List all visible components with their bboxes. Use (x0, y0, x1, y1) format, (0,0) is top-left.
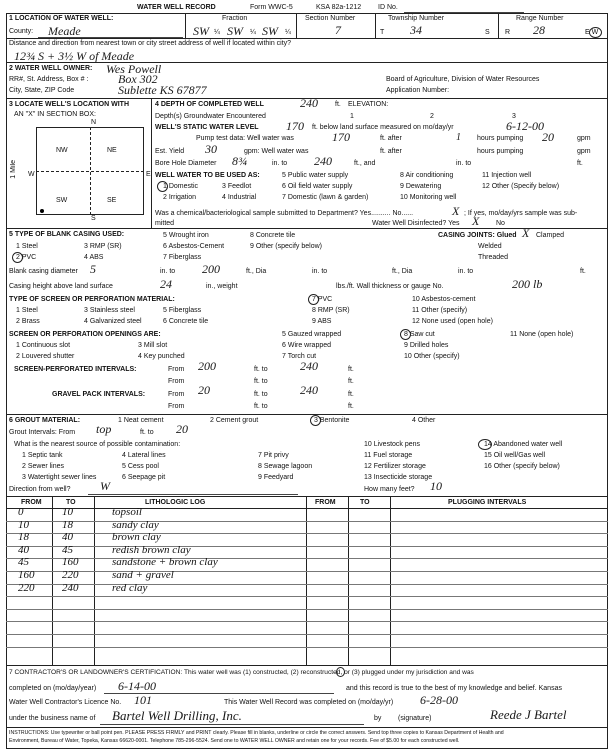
board-text: Board of Agriculture, Division of Water Resources (386, 76, 540, 83)
owner-name: Wes Powell (106, 62, 162, 76)
city-label: City, State, ZIP Code (9, 87, 75, 94)
log-header-from: FROM (21, 499, 42, 506)
log-from-cell: 10 (18, 518, 29, 531)
log-to-cell: 160 (62, 556, 79, 569)
completed-label: completed on (mo/day/year) (9, 685, 97, 692)
address-label: RR#, St. Address, Box # : (9, 76, 89, 83)
log-header-plugging: PLUGGING INTERVALS (448, 499, 527, 506)
section5-label: 5 TYPE OF BLANK CASING USED: (9, 231, 125, 238)
form-title: WATER WELL RECORD (137, 4, 216, 11)
section2-label: 2 WATER WELL OWNER: (9, 65, 93, 72)
fraction-q3: SW (262, 24, 278, 38)
section3-label: 3 LOCATE WELL'S LOCATION WITH (9, 101, 130, 108)
fraction-q1: SW (193, 24, 209, 38)
fraction-q2: SW (227, 24, 243, 38)
depth-value: 240 (300, 96, 318, 110)
log-to-cell: 18 (62, 518, 73, 531)
log-description-cell: sand + gravel (112, 569, 174, 581)
log-to-cell: 240 (62, 581, 79, 594)
log-header-to: TO (66, 499, 76, 506)
screen-to: 240 (300, 359, 318, 373)
yield-label: Est. Yield (155, 148, 185, 155)
license-number: 101 (134, 693, 152, 707)
log-from-cell: 45 (18, 556, 29, 569)
township-label: Township Number (388, 15, 445, 22)
gravel-from: 20 (198, 383, 210, 397)
completed-date: 6-14-00 (118, 679, 156, 693)
log-from-cell: 160 (18, 569, 35, 581)
grout-intervals-label: Grout Intervals: From (9, 429, 76, 436)
well-location-mark (40, 209, 44, 213)
id-label: ID No. (378, 4, 398, 11)
casing-height: 24 (160, 277, 172, 291)
log-description-cell: sandstone + brown clay (112, 556, 218, 569)
direction-label: Direction from well? (9, 486, 71, 493)
bore-label: Bore Hole Diameter (155, 160, 217, 167)
section1-label: 1 LOCATION OF WATER WELL: (9, 15, 114, 22)
wall-gauge: 200 lb (512, 277, 543, 291)
instructions-line1: INSTRUCTIONS: Use typewriter or ball point pen. PLEASE PRESS FIRMLY and PRINT clearly. Please fill in blanks, underline or circle the correct answers. Send top three copies to Kansas Department of Health and (9, 730, 504, 736)
log-header-to-2: TO (360, 499, 370, 506)
section-number-label: Section Number (305, 15, 356, 22)
gravel-pack-label: GRAVEL PACK INTERVALS: (52, 391, 146, 398)
grout-to: 20 (176, 422, 188, 436)
depth-label: 4 DEPTH OF COMPLETED WELL (155, 101, 264, 108)
casing-height-label: Casing height above land surface (9, 283, 113, 290)
log-from-cell: 0 (18, 506, 24, 518)
log-to-cell: 40 (62, 531, 73, 544)
screen-from: 200 (198, 359, 216, 373)
section3-sub: AN "X" IN SECTION BOX: (14, 111, 96, 118)
pump-value: 170 (332, 130, 350, 144)
log-to-cell: 10 (62, 506, 73, 518)
address-value: Box 302 (118, 72, 158, 86)
log-description-cell: redish brown clay (112, 543, 191, 556)
yield-value: 30 (205, 142, 217, 156)
mile-label: 1 Mile (10, 160, 17, 179)
bore-to-value: 240 (314, 154, 332, 168)
fraction-label: Fraction (222, 15, 248, 22)
static-level-date: 6-12-00 (506, 119, 544, 133)
business-label: under the business name of (9, 715, 96, 722)
screen-type-label: TYPE OF SCREEN OR PERFORATION MATERIAL: (9, 296, 175, 303)
city-value: Sublette KS 67877 (118, 83, 207, 97)
contamination-label: What is the nearest source of possible contamination: (14, 441, 181, 448)
screen-intervals-label: SCREEN-PERFORATED INTERVALS: (14, 366, 137, 373)
direction-value: W (100, 479, 110, 493)
groundwater-label: Depth(s) Groundwater Encountered (155, 113, 266, 120)
log-from-cell: 18 (18, 531, 29, 544)
log-to-cell: 220 (62, 569, 79, 581)
application-label: Application Number: (386, 87, 450, 94)
certification-line1: 7 CONTRACTOR'S OR LANDOWNER'S CERTIFICATION: This water well was (1) constructed, (2) reconstructed, or (3) plugged under my jurisdiction and was (9, 669, 474, 676)
bore-value: 8¾ (232, 154, 247, 168)
how-many-label: How many feet? (364, 486, 415, 493)
casing-to: 200 (202, 262, 220, 276)
log-header-from-2: FROM (315, 499, 336, 506)
casing-joints-label: CASING JOINTS: Glued (438, 232, 517, 239)
pump-gpm: 20 (542, 130, 554, 144)
log-header-lithologic: LITHOLOGIC LOG (145, 499, 206, 506)
casing-diameter: 5 (90, 262, 96, 276)
log-from-cell: 40 (18, 543, 29, 556)
distance-label: Distance and direction from nearest town or city street address of well if located within city? (9, 40, 292, 47)
log-to-cell: 45 (62, 543, 73, 556)
record-date: 6-28-00 (420, 693, 458, 707)
instructions-line2: Environment, Bureau of Water, Topeka, Kansas 66620-0001. Telephone 785-296-5524. Send one to WATER WELL OWNER and retain one for your records. Fee of $5.00 for each constructed well. (9, 738, 460, 744)
chem-question: Was a chemical/bacteriological sample submitted to Department? Yes.......... No...... (155, 210, 414, 217)
log-description-cell: red clay (112, 581, 148, 594)
log-description-cell: sandy clay (112, 518, 159, 531)
disinfect-label: Water Well Disinfected? Yes (372, 220, 460, 227)
ksa-ref: KSA 82a-1212 (316, 4, 362, 11)
form-number: Form WWC-5 (250, 4, 293, 11)
county-value: Meade (48, 24, 81, 38)
log-description-cell: brown clay (112, 531, 161, 544)
range-number: 28 (533, 23, 545, 37)
grout-from: top (96, 422, 112, 436)
gravel-to: 240 (300, 383, 318, 397)
log-from-cell: 220 (18, 581, 35, 594)
how-many-value: 10 (430, 479, 442, 493)
license-label: Water Well Contractor's Licence No. (9, 699, 122, 706)
township-number: 34 (410, 23, 422, 37)
pump-label: Pump test data: Well water was (196, 135, 294, 142)
signature: Reede J Bartel (490, 707, 567, 722)
business-name: Bartel Well Drilling, Inc. (112, 708, 242, 723)
static-level-value: 170 (286, 119, 304, 133)
section-number: 7 (335, 23, 341, 37)
range-label: Range Number (516, 15, 564, 22)
distance-value: 12¾ S + 3½ W of Meade (14, 49, 135, 63)
openings-label: SCREEN OR PERFORATION OPENINGS ARE: (9, 331, 161, 338)
log-description-cell: topsoil (112, 506, 142, 518)
static-level-label: WELL'S STATIC WATER LEVEL (155, 124, 259, 131)
section6-label: 6 GROUT MATERIAL: (9, 417, 81, 424)
use-label: WELL WATER TO BE USED AS: (155, 172, 260, 179)
casing-diameter-label: Blank casing diameter (9, 268, 78, 275)
county-label: County: (9, 28, 34, 35)
